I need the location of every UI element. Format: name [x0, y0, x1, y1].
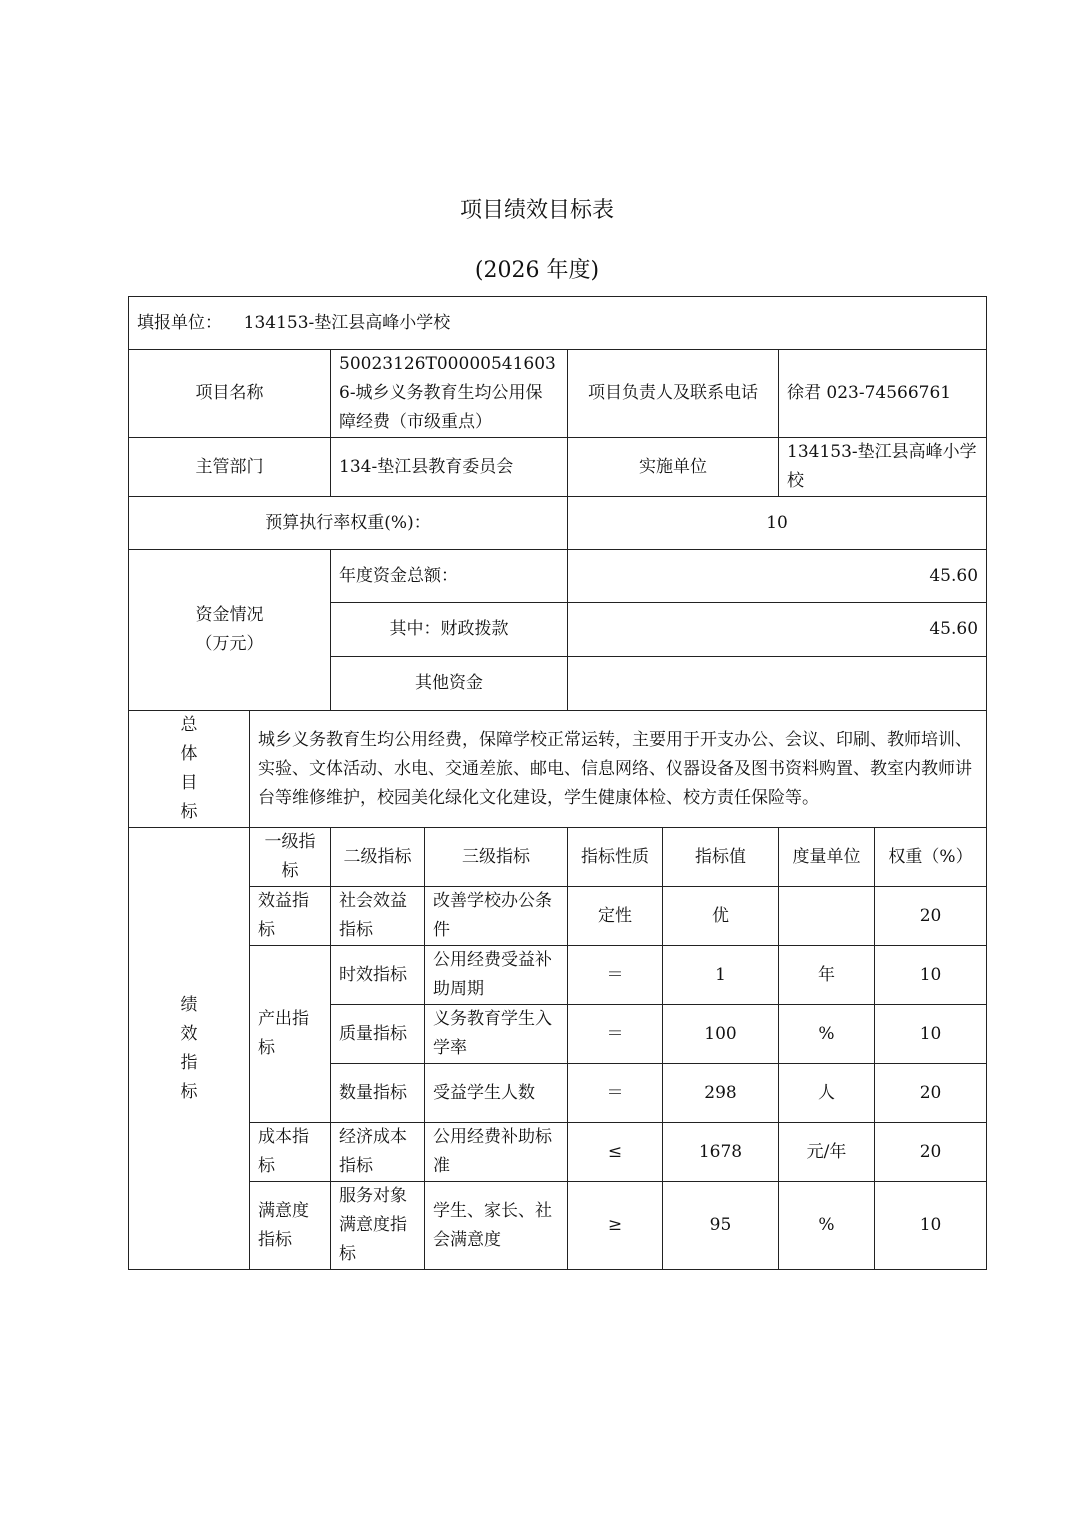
funds-label: 资金情况 [195, 605, 264, 625]
value-cell: 95 [663, 1182, 779, 1270]
impl-label: 实施单位 [568, 438, 779, 497]
value-cell: 1678 [663, 1123, 779, 1182]
header-level2: 二级指标 [331, 828, 425, 887]
level2-cell: 社会效益指标 [331, 887, 425, 946]
nature-cell: 定性 [568, 887, 663, 946]
nature-cell: ＝ [568, 1064, 663, 1123]
funds-other-value [568, 657, 987, 711]
header-level1: 一级指标 [250, 828, 331, 887]
level2-cell: 数量指标 [331, 1064, 425, 1123]
project-name-row [129, 350, 987, 438]
nature-cell: ＝ [568, 1005, 663, 1064]
level1-cell: 产出指标 [250, 946, 331, 1123]
unit-cell: % [779, 1182, 875, 1270]
funds-unit: （万元） [195, 634, 264, 654]
budget-row [129, 497, 987, 550]
filler-label: 填报单位： [137, 312, 222, 333]
table-row [129, 1182, 987, 1270]
goal-label-char: 目 [180, 773, 198, 793]
dept-value: 134-垫江县教育委员会 [331, 438, 568, 497]
weight-cell: 10 [875, 1182, 987, 1270]
table-row [129, 1123, 987, 1182]
unit-cell: 年 [779, 946, 875, 1005]
budget-label: 预算执行率权重(%)： [129, 497, 568, 550]
impl-value: 134153-垫江县高峰小学校 [779, 438, 987, 497]
funds-total-label: 年度资金总额： [331, 550, 568, 603]
goal-text: 城乡义务教育生均公用经费，保障学校正常运转，主要用于开支办公、会议、印刷、教师培训、实验、文体活动、水电、交通差旅、邮电、信息网络、仪器设备及图书资料购置、教室内教师讲台等维修维护，校园美化绿化文化建设，学生健康体检、校方责任保险等。 [250, 711, 987, 828]
weight-cell: 20 [875, 1123, 987, 1182]
funds-other-label: 其他资金 [331, 657, 568, 711]
project-name-value: 50023126T000005416036-城乡义务教育生均公用保障经费（市级重点） [331, 350, 568, 438]
funds-fiscal-label: 其中：财政拨款 [331, 603, 568, 657]
project-owner-value: 徐君 023-74566761 [779, 350, 987, 438]
funds-fiscal-value: 45.60 [568, 603, 987, 657]
level3-cell: 公用经费补助标准 [425, 1123, 568, 1182]
page-subtitle: (2026 年度) [474, 258, 600, 283]
level2-cell: 时效指标 [331, 946, 425, 1005]
funds-total-value: 45.60 [568, 550, 987, 603]
level1-cell: 效益指标 [250, 887, 331, 946]
level2-cell: 质量指标 [331, 1005, 425, 1064]
level1-cell: 成本指标 [250, 1123, 331, 1182]
nature-cell: ≥ [568, 1182, 663, 1270]
nature-cell: ≤ [568, 1123, 663, 1182]
indicator-header-row [129, 828, 987, 887]
header-unit: 度量单位 [779, 828, 875, 887]
value-cell: 298 [663, 1064, 779, 1123]
header-weight: 权重（%） [875, 828, 987, 887]
level3-cell: 受益学生人数 [425, 1064, 568, 1123]
indicator-label-char: 标 [180, 1081, 198, 1102]
indicator-label [129, 828, 250, 1270]
dept-row [129, 438, 987, 497]
unit-cell [779, 887, 875, 946]
filler-row [129, 297, 987, 350]
funds-total-row [129, 550, 987, 603]
level3-cell: 义务教育学生入学率 [425, 1005, 568, 1064]
indicator-label-char: 效 [180, 1023, 198, 1044]
nature-cell: ＝ [568, 946, 663, 1005]
project-name-label: 项目名称 [129, 350, 331, 438]
unit-cell: 人 [779, 1064, 875, 1123]
level3-cell: 学生、家长、社会满意度 [425, 1182, 568, 1270]
value-cell: 100 [663, 1005, 779, 1064]
goal-row [129, 711, 987, 828]
goal-label-char: 体 [180, 744, 198, 764]
budget-value: 10 [568, 497, 987, 550]
dept-label: 主管部门 [129, 438, 331, 497]
weight-cell: 10 [875, 1005, 987, 1064]
weight-cell: 20 [875, 1064, 987, 1123]
filler-value: 134153-垫江县高峰小学校 [243, 312, 451, 333]
indicator-label-char: 绩 [180, 994, 198, 1015]
value-cell: 1 [663, 946, 779, 1005]
page-title: 项目绩效目标表 [459, 198, 614, 223]
weight-cell: 20 [875, 887, 987, 946]
level3-cell: 改善学校办公条件 [425, 887, 568, 946]
level2-cell: 经济成本指标 [331, 1123, 425, 1182]
table-row [129, 946, 987, 1005]
goal-label-char: 标 [180, 802, 198, 822]
value-cell: 优 [663, 887, 779, 946]
level2-cell: 服务对象满意度指标 [331, 1182, 425, 1270]
goal-label [129, 711, 250, 828]
performance-table [128, 296, 987, 1270]
header-value: 指标值 [663, 828, 779, 887]
level1-cell: 满意度指标 [250, 1182, 331, 1270]
indicator-label-char: 指 [180, 1052, 198, 1073]
unit-cell: % [779, 1005, 875, 1064]
funds-label-cell [129, 550, 331, 711]
header-level3: 三级指标 [425, 828, 568, 887]
level3-cell: 公用经费受益补助周期 [425, 946, 568, 1005]
header-nature: 指标性质 [568, 828, 663, 887]
goal-label-char: 总 [180, 715, 198, 735]
filler-cell [129, 297, 987, 350]
unit-cell: 元/年 [779, 1123, 875, 1182]
project-owner-label: 项目负责人及联系电话 [568, 350, 779, 438]
weight-cell: 10 [875, 946, 987, 1005]
table-row [129, 887, 987, 946]
